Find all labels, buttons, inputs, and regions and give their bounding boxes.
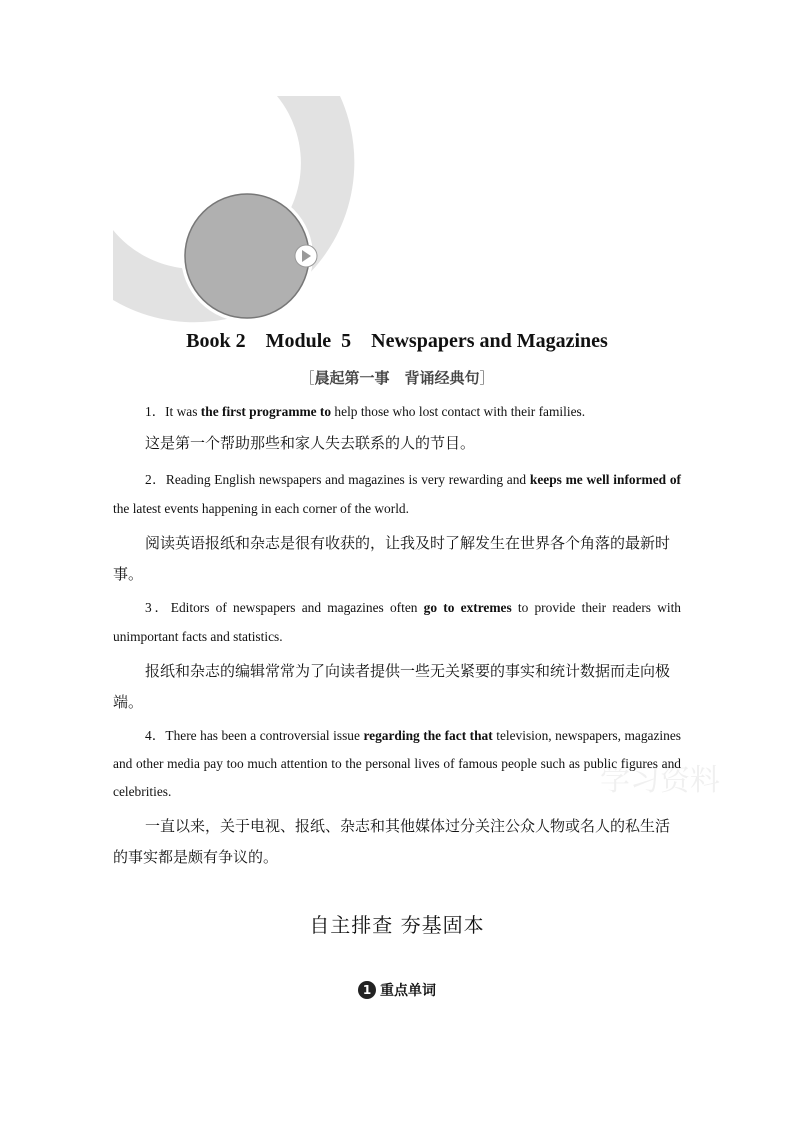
sentence-en: 1．It was the first programme to help those who lost contact with their families. bbox=[145, 404, 586, 419]
watermark: 学习资料 bbox=[600, 763, 720, 798]
section-title: 自主排查 夯基固本 bbox=[309, 913, 485, 937]
sentence-zh: 这是第一个帮助那些和家人失去联系的人的节目。 bbox=[145, 434, 476, 452]
sentence-4 bbox=[113, 722, 681, 873]
sentence-en: 4．There has been a controversial issue regarding the fact that television, newspapers, magazines and other media pay too much attention to the personal lives of famous people such as public figures and celebrities. bbox=[113, 728, 681, 799]
sentence-1 bbox=[113, 397, 681, 459]
subtitle-rest: 背诵经典句 bbox=[404, 369, 480, 387]
sentence-3 bbox=[113, 593, 681, 718]
decorative-circle-graphic bbox=[0, 0, 794, 340]
inner-circle bbox=[185, 194, 309, 318]
page-title: Book 2 Module 5 Newspapers and Magazines bbox=[186, 330, 608, 352]
sentence-zh: 一直以来，关于电视、报纸、杂志和其他媒体过分关注公众人物或名人的私生活的事实都是颇有争议的。 bbox=[113, 817, 671, 866]
sentence-2 bbox=[113, 465, 681, 590]
section-subtitle: ［晨起第一事 背诵经典句］ bbox=[299, 369, 495, 387]
sentence-en: 3．Editors of newspapers and magazines often go to extremes to provide their readers with unimportant facts and statistics. bbox=[113, 600, 681, 644]
sentence-en: 2．Reading English newspapers and magazines is very rewarding and keeps me well informed of the latest events happening in each corner of the world. bbox=[113, 472, 681, 516]
subsection-heading bbox=[0, 980, 794, 1000]
sentence-zh: 报纸和杂志的编辑常常为了向读者提供一些无关紧要的事实和统计数据而走向极端。 bbox=[113, 662, 671, 711]
subsection-label: 重点单词 bbox=[380, 983, 436, 999]
number-badge: 1 bbox=[358, 981, 376, 999]
sentence-zh: 阅读英语报纸和杂志是很有收获的，让我及时了解发生在世界各个角落的最新时事。 bbox=[113, 534, 671, 583]
subtitle-main: 晨起第一事 bbox=[314, 369, 390, 387]
